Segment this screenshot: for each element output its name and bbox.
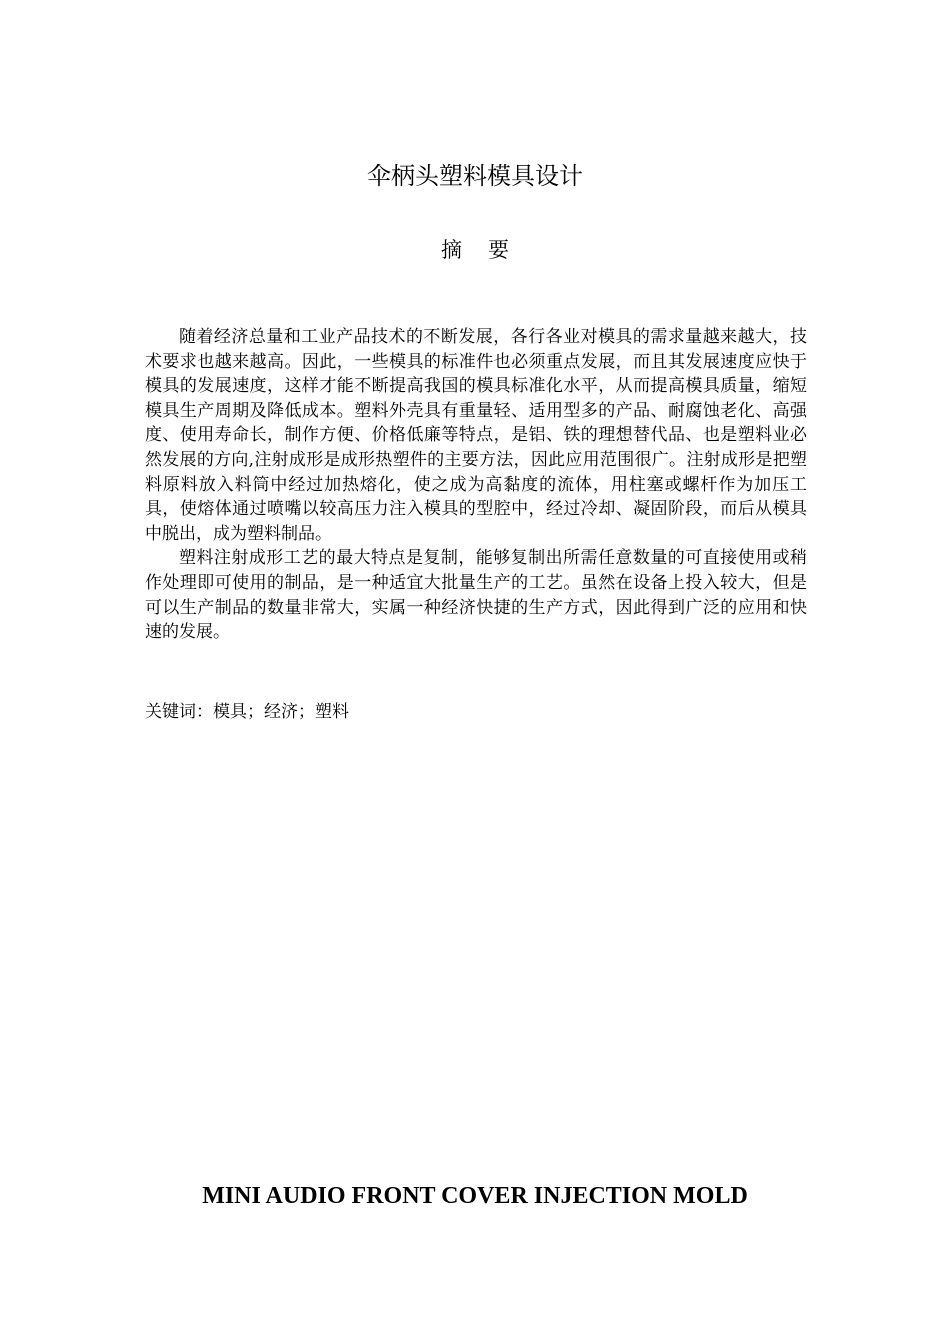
abstract-paragraph: 随着经济总量和工业产品技术的不断发展，各行各业对模具的需求量越来越大，技术要求也越来越高。因此，一些模具的标准件也必须重点发展，而且其发展速度应快于模具的发展速度，这样才能不断提高我国的模具标准化水平，从而提高模具质量，缩短模具生产周期及降低成本。塑料外壳具有重量轻、适用型多的产品、耐腐蚀老化、高强度、使用寿命长，制作方便、价格低廉等特点，是铝、铁的理想替代品、也是塑料业必然发展的方向,注射成形是成形热塑件的主要方法，因此应用范围很广。注射成形是把塑料原料放入料筒中经过加热熔化，使之成为高黏度的流体，用柱塞或螺杆作为加压工具，使熔体通过喷嘴以较高压力注入模具的型腔中，经过冷却、凝固阶段，而后从模具中脱出，成为塑料制品。 — [145, 327, 807, 544]
keywords-value: 模具；经济；塑料 — [213, 702, 349, 722]
abstract-body — [145, 325, 807, 645]
document-title: 伞柄头塑料模具设计 — [367, 162, 583, 190]
keywords-line — [145, 700, 807, 724]
abstract-heading: 摘要 — [441, 238, 535, 262]
keywords-label: 关键词： — [145, 702, 213, 722]
english-title: MINI AUDIO FRONT COVER INJECTION MOLD — [202, 1183, 748, 1209]
abstract-paragraph: 塑料注射成形工艺的最大特点是复制，能够复制出所需任意数量的可直接使用或稍作处理即可使用的制品，是一种适宜大批量生产的工艺。虽然在设备上投入较大，但是可以生产制品的数量非常大，实属一种经济快捷的生产方式，因此得到广泛的应用和快速的发展。 — [145, 548, 807, 643]
